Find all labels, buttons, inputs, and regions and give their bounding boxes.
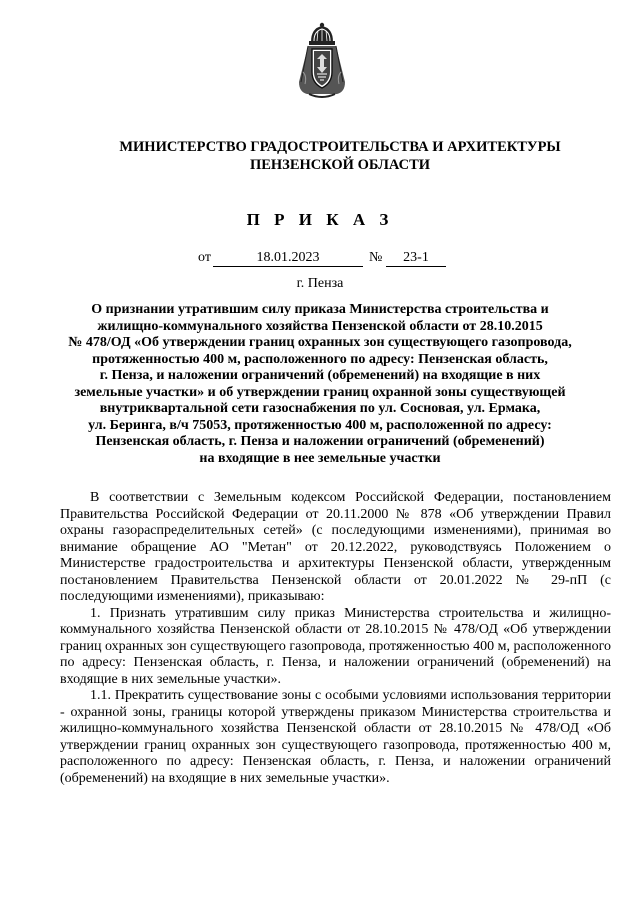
ministry-name-line2: ПЕНЗЕНСКОЙ ОБЛАСТИ [249, 157, 431, 173]
title-line: г. Пенза, и наложении ограничений (обременений) на входящие в них [99, 368, 541, 383]
body-paragraph-preamble: В соответствии с Земельным кодексом Российской Федерации, постановлением Правительства Российской Федерации от 20.11.2000 № 878 «Об утверждении Правил охраны газораспределительных сетей» (с последующими изменениями), принимая во внимание обращение АО "Метан" от 20.12.2022, руководствуясь Положением о Министерстве градостроительства и архитектуры Пензенской области, утвержденным постановлением Правительства Пензенской области от 20.01.2022 № 29-пП (с последующими изменениями), приказываю: [60, 490, 611, 604]
document-title [50, 302, 590, 467]
document-body [60, 490, 611, 787]
body-paragraph-item-1-1: 1.1. Прекратить существование зоны с особыми условиями использования территории - охранной зоны, границы которой утверждены приказом Министерства строительства и жилищно-коммунального хозяйства Пензенской области от 28.10.2015 № 478/ОД «Об утверждении границ охранных зон существующего газопровода, протяженностью 400 м, расположенного по адресу: Пензенская область, г. Пенза, и наложении ограничений (обременений) на входящие в них земельные участки». [60, 688, 611, 786]
title-line: протяженностью 400 м, расположенного по адресу: Пензенская область, [92, 351, 548, 367]
title-line: земельные участки» и об утверждении границ охранной зоны существующей [74, 384, 566, 400]
coat-of-arms-emblem [297, 22, 347, 100]
title-line: ул. Беринга, в/ч 75053, протяженностью 400 м, расположенной по адресу: [88, 417, 552, 433]
document-number: 23-1 [386, 250, 446, 267]
document-date: 18.01.2023 [213, 250, 363, 267]
city-label: г. Пенза [296, 276, 344, 291]
title-line: на входящие в нее земельные участки [199, 450, 441, 466]
title-line: № 478/ОД «Об утверждении границ охранных зон существующего газопровода, [68, 335, 572, 350]
document-type-heading: П Р И К А З [246, 210, 394, 229]
title-line: внутриквартальной сети газоснабжения по ул. Сосновая, ул. Ермака, [99, 401, 541, 416]
date-prefix-label: от [198, 250, 211, 265]
title-line: Пензенская область, г. Пенза и наложении ограничений (обременений) [95, 434, 545, 449]
date-number-line [0, 250, 640, 270]
body-paragraph-item-1: 1. Признать утратившим силу приказ Министерства строительства и жилищно-коммунального хозяйства Пензенской области от 28.10.2015 № 478/ОД «Об утверждении границ охранных зон существующего газопровода, протяженностью 400 м, расположенного по адресу: Пензенская область, г. Пенза, и наложении ограничений (обременений) на входящие в них земельные участки». [60, 605, 611, 687]
title-line: О признании утратившим силу приказа Министерства строительства и [91, 302, 549, 317]
title-line: жилищно-коммунального хозяйства Пензенской области от 28.10.2015 [97, 318, 543, 334]
number-sign: № [369, 250, 383, 265]
ministry-name-line1: МИНИСТЕРСТВО ГРАДОСТРОИТЕЛЬСТВА И АРХИТЕКТУРЫ [119, 139, 561, 155]
ministry-name [60, 138, 620, 174]
